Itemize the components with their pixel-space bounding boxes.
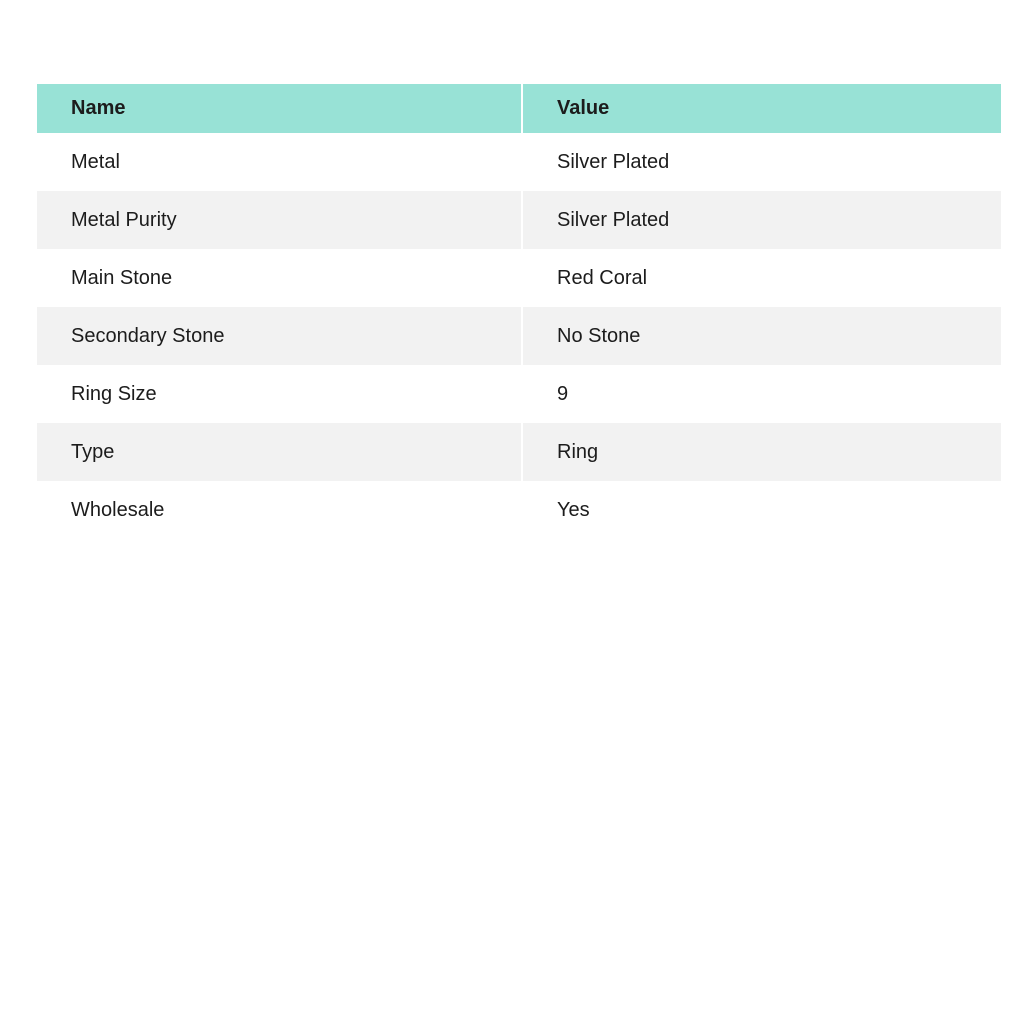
attribute-value: 9 [557, 382, 569, 405]
attribute-name-cell [37, 365, 523, 423]
attribute-name: Metal [71, 150, 120, 173]
attribute-value: Yes [557, 498, 590, 521]
header-cell-value [523, 84, 1001, 133]
attribute-name-cell [37, 307, 523, 365]
attribute-name-cell [37, 423, 523, 481]
attribute-value-cell [523, 423, 1001, 481]
table-row [37, 481, 1001, 539]
attribute-value-cell [523, 133, 1001, 191]
attribute-name-cell [37, 481, 523, 539]
attribute-value: Red Coral [557, 266, 648, 289]
table-row [37, 365, 1001, 423]
table-row [37, 307, 1001, 365]
table-row [37, 133, 1001, 191]
attribute-value: No Stone [557, 324, 641, 347]
attribute-value-cell [523, 191, 1001, 249]
attribute-value-cell [523, 365, 1001, 423]
header-cell-name [37, 84, 523, 133]
attribute-value: Ring [557, 440, 599, 463]
header-value-label: Value [557, 97, 610, 119]
attribute-value-cell [523, 249, 1001, 307]
table-row [37, 191, 1001, 249]
attribute-name: Metal Purity [71, 208, 177, 231]
attribute-name: Secondary Stone [71, 324, 225, 347]
table-header-row [37, 84, 1001, 133]
attribute-name-cell [37, 249, 523, 307]
attribute-name-cell [37, 133, 523, 191]
attribute-name: Ring Size [71, 382, 157, 405]
attribute-name: Wholesale [71, 498, 165, 521]
attribute-name: Main Stone [71, 266, 173, 289]
table-row [37, 423, 1001, 481]
header-name-label: Name [71, 97, 126, 119]
table-row [37, 249, 1001, 307]
attribute-value-cell [523, 481, 1001, 539]
attribute-value: Silver Plated [557, 150, 670, 173]
attribute-name-cell [37, 191, 523, 249]
attribute-value: Silver Plated [557, 208, 670, 231]
attribute-name: Type [71, 440, 115, 463]
product-spec-table [37, 84, 1001, 539]
attribute-value-cell [523, 307, 1001, 365]
